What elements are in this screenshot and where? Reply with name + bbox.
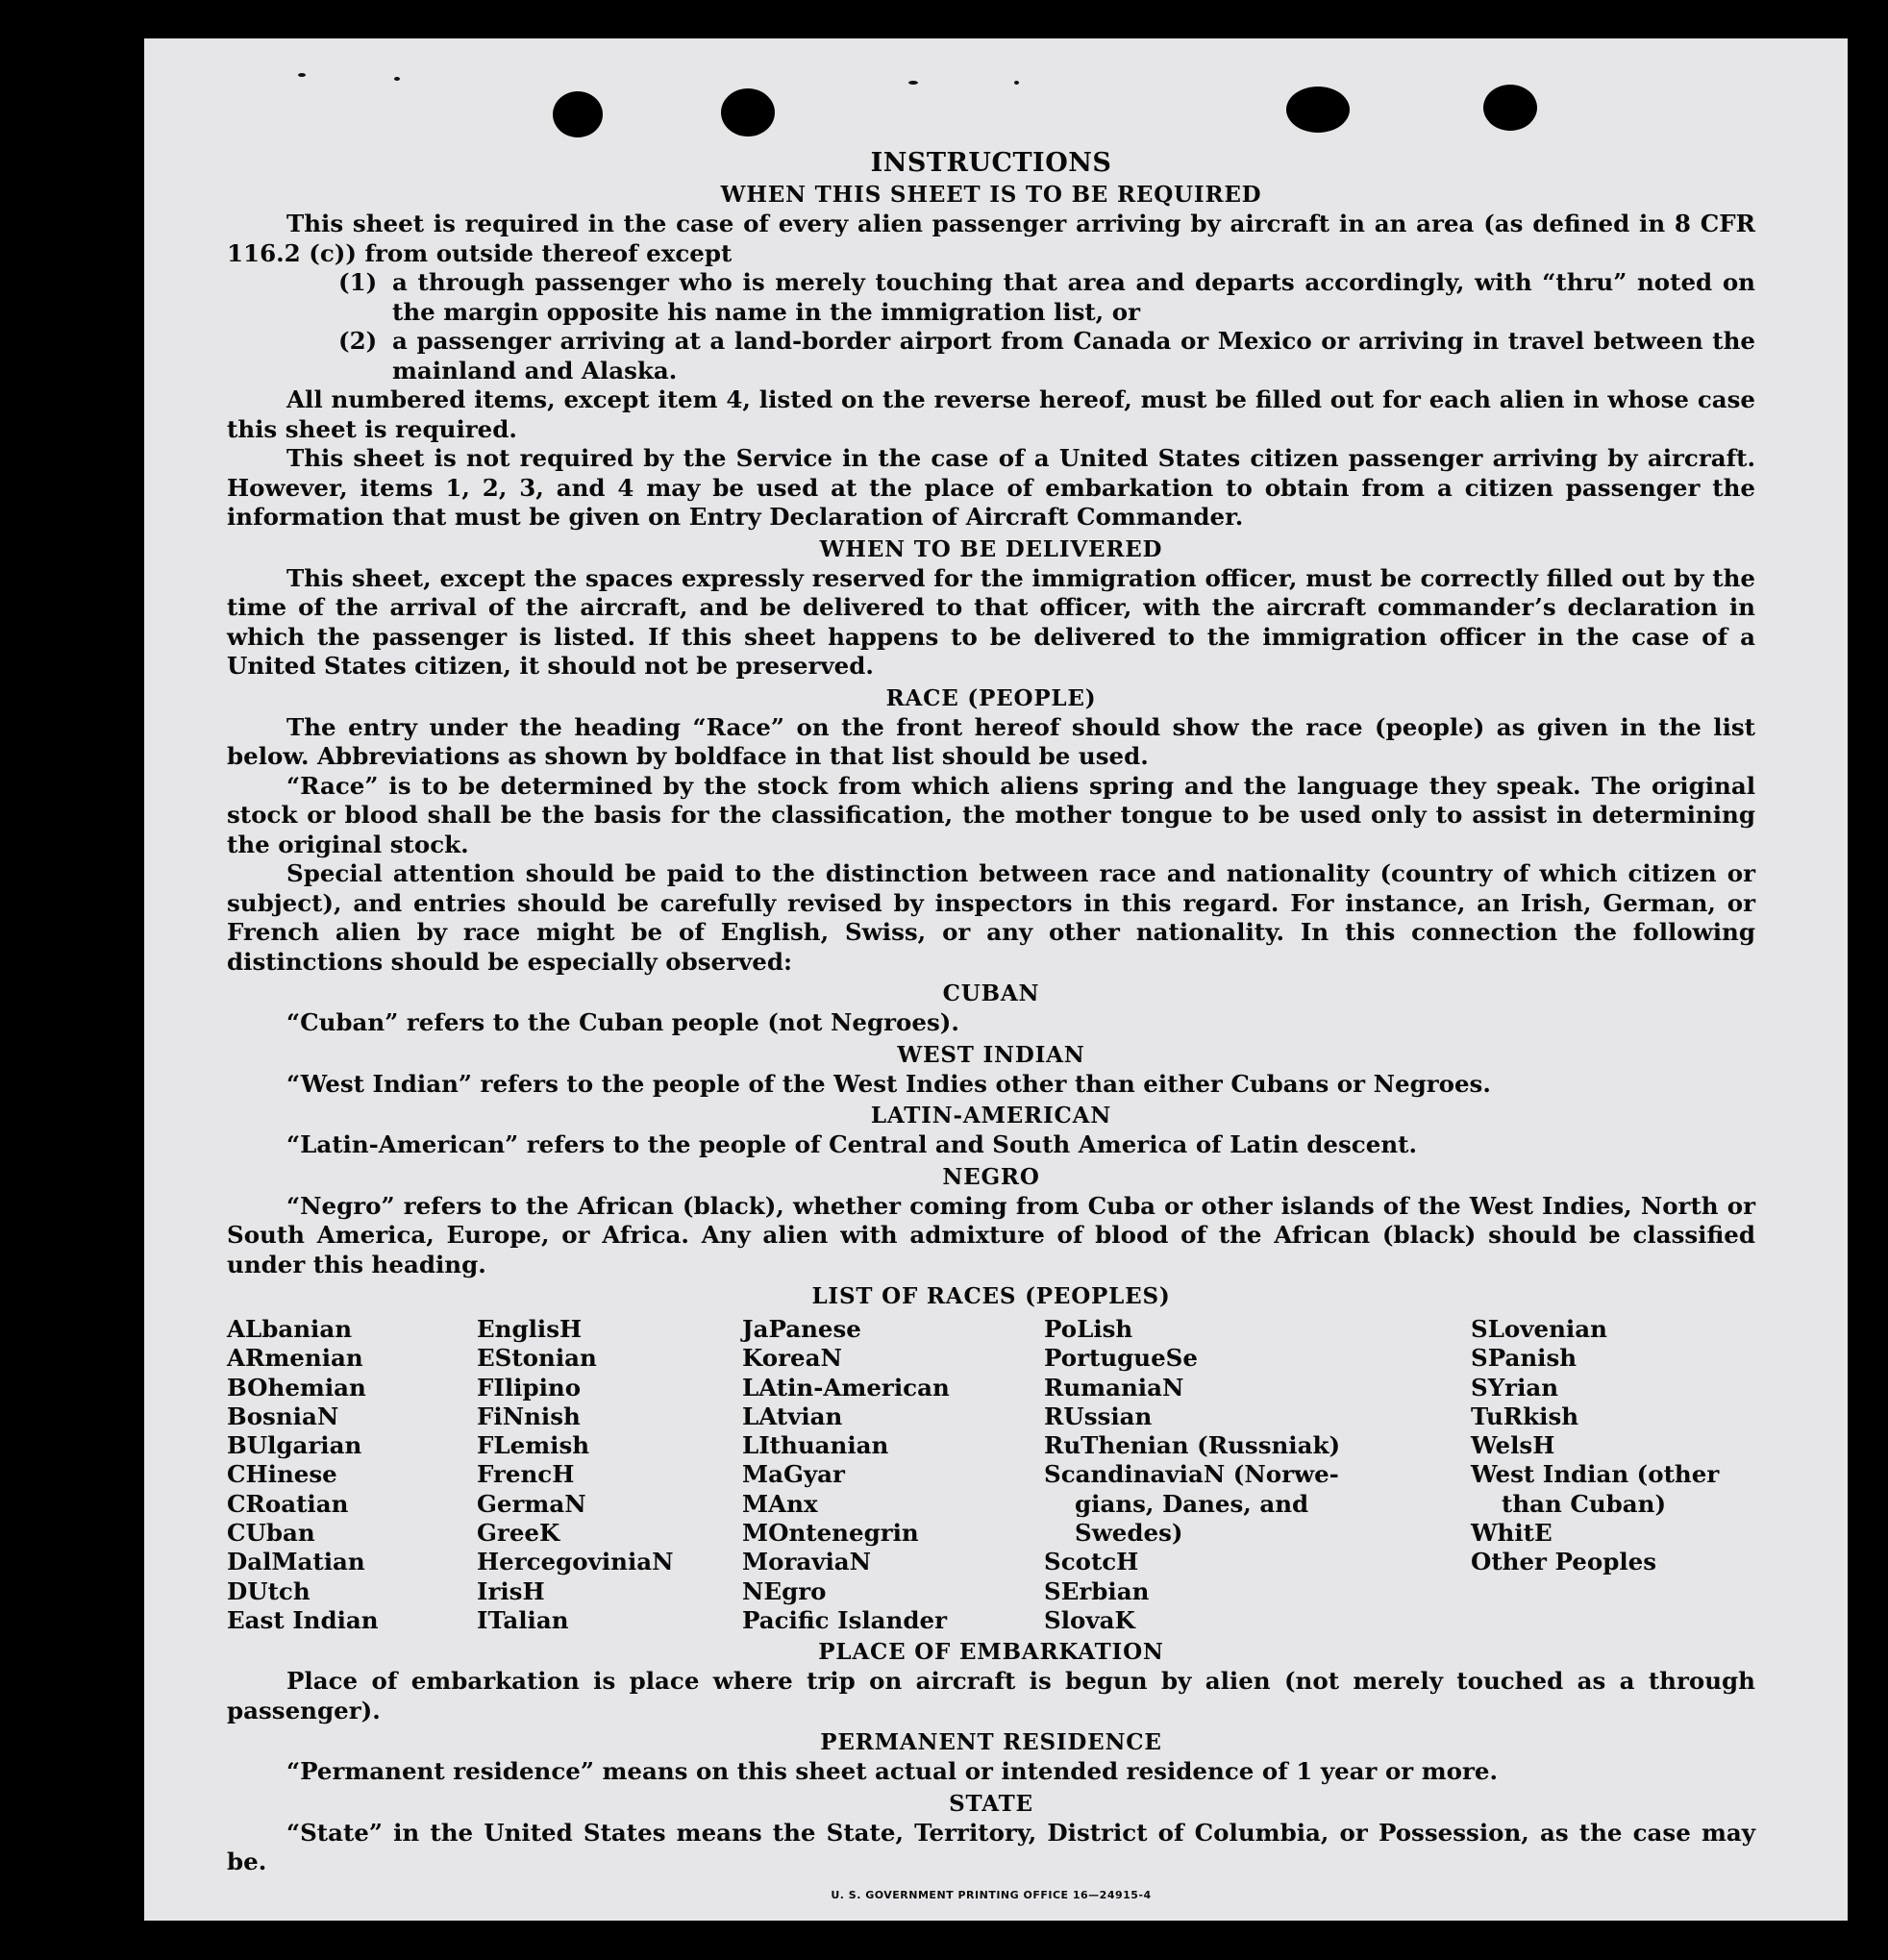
section-heading: WHEN THIS SHEET IS TO BE REQUIRED (720, 182, 1262, 208)
section-heading: RACE (PEOPLE) (885, 684, 1097, 711)
section-heading: STATE (949, 1790, 1033, 1817)
paragraph: “Permanent residence” means on this sheet actual or intended residence of 1 year or more. (286, 1757, 1499, 1786)
list-item: (1) a through passenger who is merely touching that area and departs accordingly, with “thru” noted on the margin opposite his name in the immigration list, or (338, 268, 1755, 326)
race-column: JaPanese KoreaN LAtin-American LAtvian LIthuanian MaGyar MAnx MOntenegrin MoraviaN NEgro Pacific Islander (742, 1315, 950, 1634)
section-heading: WEST INDIAN (897, 1041, 1085, 1068)
race-column: PoLish PortugueSe RumaniaN RUssian RuThenian (Russniak) ScandinaviaN (Norwe- gians, Danes, and Swedes) ScotcH SErbian SlovaK (1044, 1315, 1341, 1634)
paragraph: This sheet, except the spaces expressly reserved for the immigration officer, must be correctly filled out by the time of the arrival of the aircraft, and be delivered to that officer, with the aircraft commander’s declaration in which the passenger is listed. If this sheet happens to be delivered to the immigration officer in the case of a United States citizen, it should not be preserved. (227, 563, 1755, 680)
race-column: ALbanian ARmenian BOhemian BosniaN BUlgarian CHinese CRoatian CUban DalMatian DUtch East Indian (227, 1315, 379, 1634)
document-page (144, 38, 1848, 1921)
paragraph: All numbered items, except item 4, listed on the reverse hereof, must be filled out for each alien in whose case this sheet is required. (227, 385, 1755, 443)
paragraph: “Cuban” refers to the Cuban people (not Negroes). (286, 1008, 959, 1036)
paragraph: Place of embarkation is place where trip on aircraft is begun by alien (not merely touched as a through passenger). (227, 1667, 1755, 1724)
paragraph: This sheet is required in the case of every alien passenger arriving by aircraft in an area (as defined in 8 CFR 116.2 (c)) from outside thereof except (227, 210, 1755, 267)
race-column: SLovenian SPanish SYrian TuRkish WelsH West Indian (other than Cuban) WhitE Other Peoples (1471, 1315, 1720, 1576)
section-heading: CUBAN (942, 980, 1040, 1006)
printer-imprint: U. S. GOVERNMENT PRINTING OFFICE 16—24915-4 (831, 1888, 1152, 1901)
section-heading: LIST OF RACES (PEOPLES) (811, 1283, 1171, 1309)
paragraph: Special attention should be paid to the distinction between race and nationality (country of which citizen or subject), and entries should be carefully revised by inspectors in this regard. For instance, an Irish, German, or French alien by race might be of English, Swiss, or any other nationality. In this connection the following distinctions should be especially observed: (227, 859, 1755, 976)
ink-speck (298, 73, 306, 77)
paragraph: “Race” is to be determined by the stock from which aliens spring and the language they speak. The original stock or blood shall be the basis for the classification, the mother tongue to be used only to assist in determining the original stock. (227, 771, 1755, 858)
section-heading: LATIN-AMERICAN (870, 1103, 1112, 1129)
paragraph: “West Indian” refers to the people of the West Indies other than either Cubans or Negroes. (286, 1069, 1491, 1098)
instructions-content (227, 106, 1755, 1901)
section-heading: WHEN TO BE DELIVERED (819, 535, 1163, 562)
section-heading: NEGRO (942, 1163, 1040, 1190)
paragraph: “State” in the United States means the State, Territory, District of Columbia, or Possession, as the case may be. (227, 1818, 1755, 1876)
ink-speck (394, 77, 400, 81)
race-column: EnglisH EStonian FIlipino FiNnish FLemish FrencH GermaN GreeK HercegoviniaN IrisH ITalian (477, 1315, 674, 1634)
page-title: INSTRUCTIONS (870, 148, 1112, 178)
section-heading: PERMANENT RESIDENCE (820, 1729, 1162, 1756)
section-heading: PLACE OF EMBARKATION (818, 1639, 1164, 1666)
paragraph: The entry under the heading “Race” on the front hereof should show the race (people) as given in the list below. Abbreviations as shown by boldface in that list should be used. (227, 712, 1755, 770)
paragraph: “Negro” refers to the African (black), whether coming from Cuba or other islands of the West Indies, North or South America, Europe, or Africa. Any alien with admixture of blood of the African (black) should be classified under this heading. (227, 1191, 1755, 1278)
paragraph: “Latin-American” refers to the people of Central and South America of Latin descent. (286, 1130, 1417, 1158)
paragraph: This sheet is not required by the Service in the case of a United States citizen passenger arriving by aircraft. However, items 1, 2, 3, and 4 may be used at the place of embarkation to obtain from a citizen passenger the information that must be given on Entry Declaration of Aircraft Commander. (227, 444, 1755, 531)
race-list (227, 1315, 1755, 1635)
list-item: (2) a passenger arriving at a land-border airport from Canada or Mexico or arriving in travel between the mainland and Alaska. (338, 327, 1755, 385)
ink-speck (1014, 81, 1019, 85)
ink-speck (908, 81, 918, 85)
